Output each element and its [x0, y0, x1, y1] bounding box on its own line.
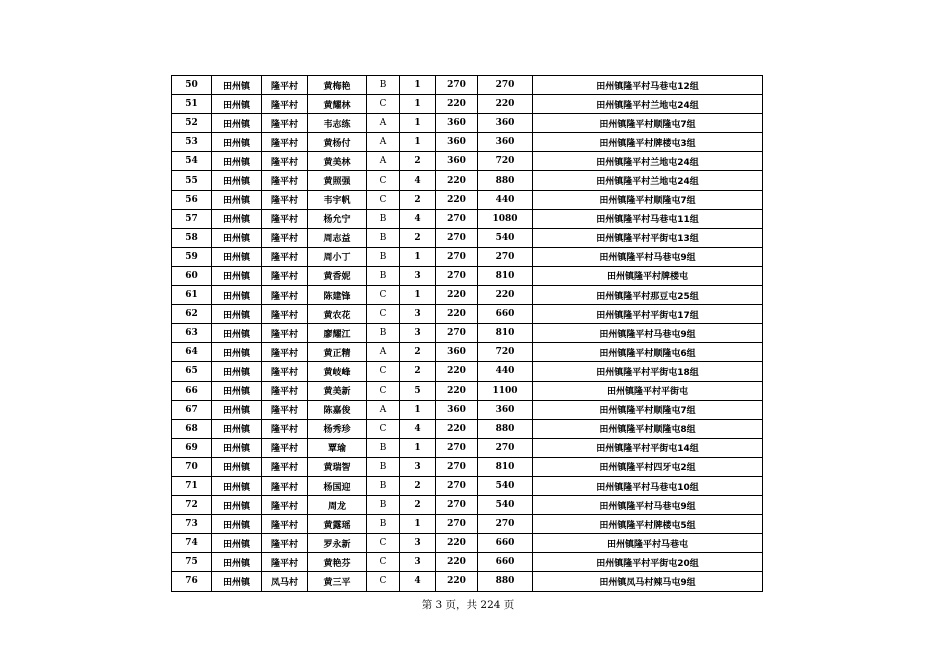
amount-cell: 360 — [478, 400, 533, 419]
amount-cell: 360 — [478, 114, 533, 133]
village-cell: 隆平村 — [262, 381, 308, 400]
table-row — [172, 266, 763, 285]
town-cell: 田州镇 — [212, 152, 262, 171]
standard-cell: 220 — [436, 381, 478, 400]
count-cell: 1 — [400, 515, 436, 534]
address-cell: 田州镇隆平村顺隆屯7组 — [533, 400, 763, 419]
table-row — [172, 553, 763, 572]
table-row — [172, 286, 763, 305]
name-cell: 黄耀林 — [308, 95, 367, 114]
standard-cell: 220 — [436, 171, 478, 190]
standard-cell: 360 — [436, 343, 478, 362]
count-cell: 1 — [400, 76, 436, 95]
amount-cell: 270 — [478, 76, 533, 95]
name-cell: 黄梅艳 — [308, 76, 367, 95]
address-cell: 田州镇隆平村马巷屯 — [533, 534, 763, 553]
name-cell: 黄正精 — [308, 343, 367, 362]
address-cell: 田州镇隆平村马巷屯12组 — [533, 76, 763, 95]
grade-cell: C — [367, 419, 400, 438]
row-number-cell: 71 — [172, 476, 212, 495]
name-cell: 杨允宁 — [308, 209, 367, 228]
name-cell: 陈嘉俊 — [308, 400, 367, 419]
grade-cell: B — [367, 438, 400, 457]
village-cell: 隆平村 — [262, 228, 308, 247]
grade-cell: C — [367, 553, 400, 572]
name-cell: 黄艳芬 — [308, 553, 367, 572]
town-cell: 田州镇 — [212, 515, 262, 534]
row-number-cell: 68 — [172, 419, 212, 438]
name-cell: 黄香妮 — [308, 266, 367, 285]
standard-cell: 220 — [436, 553, 478, 572]
table-row — [172, 95, 763, 114]
row-number-cell: 76 — [172, 572, 212, 591]
address-cell: 田州镇隆平村平街屯20组 — [533, 553, 763, 572]
village-cell: 隆平村 — [262, 266, 308, 285]
count-cell: 5 — [400, 381, 436, 400]
count-cell: 2 — [400, 152, 436, 171]
town-cell: 田州镇 — [212, 438, 262, 457]
town-cell: 田州镇 — [212, 114, 262, 133]
address-cell: 田州镇隆平村马巷屯11组 — [533, 209, 763, 228]
row-number-cell: 51 — [172, 95, 212, 114]
table-row — [172, 400, 763, 419]
address-cell: 田州镇隆平村马巷屯9组 — [533, 247, 763, 266]
page-footer: 第 3 页，共 224 页 — [421, 599, 515, 611]
table-row — [172, 228, 763, 247]
amount-cell: 720 — [478, 152, 533, 171]
name-cell: 黄露瑶 — [308, 515, 367, 534]
count-cell: 3 — [400, 534, 436, 553]
town-cell: 田州镇 — [212, 286, 262, 305]
town-cell: 田州镇 — [212, 534, 262, 553]
row-number-cell: 63 — [172, 324, 212, 343]
count-cell: 4 — [400, 171, 436, 190]
count-cell: 1 — [400, 400, 436, 419]
standard-cell: 270 — [436, 496, 478, 515]
village-cell: 隆平村 — [262, 476, 308, 495]
standard-cell: 220 — [436, 305, 478, 324]
address-cell: 田州镇隆平村平街屯18组 — [533, 362, 763, 381]
town-cell: 田州镇 — [212, 76, 262, 95]
amount-cell: 220 — [478, 95, 533, 114]
amount-cell: 810 — [478, 324, 533, 343]
grade-cell: B — [367, 496, 400, 515]
address-cell: 田州镇隆平村马巷屯10组 — [533, 476, 763, 495]
grade-cell: C — [367, 534, 400, 553]
amount-cell: 1100 — [478, 381, 533, 400]
name-cell: 黄照强 — [308, 171, 367, 190]
address-cell: 田州镇隆平村四牙屯2组 — [533, 457, 763, 476]
standard-cell: 220 — [436, 572, 478, 591]
grade-cell: A — [367, 133, 400, 152]
town-cell: 田州镇 — [212, 457, 262, 476]
grade-cell: A — [367, 343, 400, 362]
row-number-cell: 65 — [172, 362, 212, 381]
table-row — [172, 496, 763, 515]
village-cell: 隆平村 — [262, 190, 308, 209]
amount-cell: 660 — [478, 534, 533, 553]
town-cell: 田州镇 — [212, 419, 262, 438]
village-cell: 隆平村 — [262, 515, 308, 534]
amount-cell: 270 — [478, 438, 533, 457]
grade-cell: C — [367, 286, 400, 305]
standard-cell: 360 — [436, 133, 478, 152]
count-cell: 3 — [400, 457, 436, 476]
row-number-cell: 70 — [172, 457, 212, 476]
amount-cell: 810 — [478, 266, 533, 285]
count-cell: 3 — [400, 305, 436, 324]
table-row — [172, 457, 763, 476]
table-row — [172, 515, 763, 534]
count-cell: 2 — [400, 496, 436, 515]
standard-cell: 270 — [436, 515, 478, 534]
grade-cell: A — [367, 152, 400, 171]
name-cell: 周龙 — [308, 496, 367, 515]
grade-cell: C — [367, 572, 400, 591]
row-number-cell: 74 — [172, 534, 212, 553]
row-number-cell: 50 — [172, 76, 212, 95]
town-cell: 田州镇 — [212, 305, 262, 324]
village-cell: 隆平村 — [262, 438, 308, 457]
amount-cell: 540 — [478, 476, 533, 495]
grade-cell: B — [367, 76, 400, 95]
count-cell: 4 — [400, 572, 436, 591]
name-cell: 韦宇帆 — [308, 190, 367, 209]
standard-cell: 270 — [436, 266, 478, 285]
amount-cell: 1080 — [478, 209, 533, 228]
address-cell: 田州镇凤马村辣马屯9组 — [533, 572, 763, 591]
table-row — [172, 209, 763, 228]
name-cell: 黄三平 — [308, 572, 367, 591]
row-number-cell: 53 — [172, 133, 212, 152]
standard-cell: 360 — [436, 152, 478, 171]
village-cell: 隆平村 — [262, 305, 308, 324]
amount-cell: 880 — [478, 572, 533, 591]
table-row — [172, 114, 763, 133]
town-cell: 田州镇 — [212, 209, 262, 228]
name-cell: 黄美新 — [308, 381, 367, 400]
table-body — [172, 76, 763, 592]
town-cell: 田州镇 — [212, 400, 262, 419]
village-cell: 隆平村 — [262, 419, 308, 438]
town-cell: 田州镇 — [212, 171, 262, 190]
village-cell: 隆平村 — [262, 534, 308, 553]
table-row — [172, 362, 763, 381]
row-number-cell: 52 — [172, 114, 212, 133]
name-cell: 黄岐峰 — [308, 362, 367, 381]
count-cell: 2 — [400, 476, 436, 495]
amount-cell: 540 — [478, 228, 533, 247]
name-cell: 韦志练 — [308, 114, 367, 133]
town-cell: 田州镇 — [212, 133, 262, 152]
grade-cell: B — [367, 266, 400, 285]
name-cell: 周志益 — [308, 228, 367, 247]
row-number-cell: 66 — [172, 381, 212, 400]
standard-cell: 220 — [436, 534, 478, 553]
standard-cell: 270 — [436, 438, 478, 457]
village-cell: 隆平村 — [262, 362, 308, 381]
grade-cell: C — [367, 171, 400, 190]
village-cell: 隆平村 — [262, 553, 308, 572]
address-cell: 田州镇隆平村顺隆屯7组 — [533, 114, 763, 133]
row-number-cell: 56 — [172, 190, 212, 209]
amount-cell: 440 — [478, 362, 533, 381]
count-cell: 4 — [400, 209, 436, 228]
address-cell: 田州镇隆平村马巷屯9组 — [533, 496, 763, 515]
row-number-cell: 55 — [172, 171, 212, 190]
name-cell: 黄瑞智 — [308, 457, 367, 476]
amount-cell: 360 — [478, 133, 533, 152]
amount-cell: 440 — [478, 190, 533, 209]
amount-cell: 720 — [478, 343, 533, 362]
town-cell: 田州镇 — [212, 247, 262, 266]
table-row — [172, 324, 763, 343]
town-cell: 田州镇 — [212, 476, 262, 495]
table-row — [172, 419, 763, 438]
grade-cell: B — [367, 247, 400, 266]
address-cell: 田州镇隆平村平街屯 — [533, 381, 763, 400]
town-cell: 田州镇 — [212, 553, 262, 572]
count-cell: 2 — [400, 343, 436, 362]
amount-cell: 660 — [478, 553, 533, 572]
address-cell: 田州镇隆平村牌楼屯 — [533, 266, 763, 285]
address-cell: 田州镇隆平村平街屯17组 — [533, 305, 763, 324]
standard-cell: 270 — [436, 209, 478, 228]
address-cell: 田州镇隆平村平街屯14组 — [533, 438, 763, 457]
amount-cell: 220 — [478, 286, 533, 305]
row-number-cell: 62 — [172, 305, 212, 324]
standard-cell: 220 — [436, 419, 478, 438]
row-number-cell: 59 — [172, 247, 212, 266]
address-cell: 田州镇隆平村平街屯13组 — [533, 228, 763, 247]
town-cell: 田州镇 — [212, 343, 262, 362]
table-row — [172, 133, 763, 152]
row-number-cell: 58 — [172, 228, 212, 247]
row-number-cell: 57 — [172, 209, 212, 228]
town-cell: 田州镇 — [212, 95, 262, 114]
grade-cell: B — [367, 515, 400, 534]
town-cell: 田州镇 — [212, 381, 262, 400]
village-cell: 隆平村 — [262, 400, 308, 419]
standard-cell: 360 — [436, 114, 478, 133]
village-cell: 隆平村 — [262, 324, 308, 343]
village-cell: 隆平村 — [262, 247, 308, 266]
count-cell: 4 — [400, 419, 436, 438]
village-cell: 隆平村 — [262, 209, 308, 228]
count-cell: 1 — [400, 438, 436, 457]
grade-cell: B — [367, 324, 400, 343]
grade-cell: B — [367, 457, 400, 476]
count-cell: 2 — [400, 362, 436, 381]
name-cell: 覃瑜 — [308, 438, 367, 457]
village-cell: 隆平村 — [262, 76, 308, 95]
count-cell: 2 — [400, 228, 436, 247]
address-cell: 田州镇隆平村那豆屯25组 — [533, 286, 763, 305]
table-row — [172, 190, 763, 209]
count-cell: 3 — [400, 266, 436, 285]
address-cell: 田州镇隆平村牌楼屯5组 — [533, 515, 763, 534]
town-cell: 田州镇 — [212, 362, 262, 381]
table-row — [172, 76, 763, 95]
grade-cell: C — [367, 362, 400, 381]
village-cell: 隆平村 — [262, 343, 308, 362]
village-cell: 隆平村 — [262, 496, 308, 515]
row-number-cell: 75 — [172, 553, 212, 572]
name-cell: 杨秀珍 — [308, 419, 367, 438]
row-number-cell: 54 — [172, 152, 212, 171]
town-cell: 田州镇 — [212, 190, 262, 209]
address-cell: 田州镇隆平村兰地屯24组 — [533, 152, 763, 171]
town-cell: 田州镇 — [212, 324, 262, 343]
standard-cell: 360 — [436, 400, 478, 419]
address-cell: 田州镇隆平村兰地屯24组 — [533, 95, 763, 114]
name-cell: 廖耀江 — [308, 324, 367, 343]
standard-cell: 270 — [436, 476, 478, 495]
address-cell: 田州镇隆平村马巷屯9组 — [533, 324, 763, 343]
village-cell: 隆平村 — [262, 95, 308, 114]
count-cell: 1 — [400, 286, 436, 305]
standard-cell: 220 — [436, 95, 478, 114]
count-cell: 1 — [400, 247, 436, 266]
grade-cell: C — [367, 381, 400, 400]
grade-cell: B — [367, 228, 400, 247]
count-cell: 2 — [400, 190, 436, 209]
count-cell: 1 — [400, 95, 436, 114]
address-cell: 田州镇隆平村顺隆屯8组 — [533, 419, 763, 438]
name-cell: 杨国迎 — [308, 476, 367, 495]
name-cell: 罗永新 — [308, 534, 367, 553]
standard-cell: 220 — [436, 362, 478, 381]
count-cell: 3 — [400, 324, 436, 343]
table-row — [172, 171, 763, 190]
village-cell: 隆平村 — [262, 171, 308, 190]
grade-cell: C — [367, 190, 400, 209]
name-cell: 黄杨付 — [308, 133, 367, 152]
town-cell: 田州镇 — [212, 572, 262, 591]
amount-cell: 540 — [478, 496, 533, 515]
address-cell: 田州镇隆平村兰地屯24组 — [533, 171, 763, 190]
table-row — [172, 247, 763, 266]
village-cell: 隆平村 — [262, 286, 308, 305]
standard-cell: 220 — [436, 286, 478, 305]
count-cell: 1 — [400, 114, 436, 133]
row-number-cell: 60 — [172, 266, 212, 285]
row-number-cell: 64 — [172, 343, 212, 362]
town-cell: 田州镇 — [212, 496, 262, 515]
village-cell: 隆平村 — [262, 152, 308, 171]
row-number-cell: 72 — [172, 496, 212, 515]
table-row — [172, 534, 763, 553]
village-cell: 隆平村 — [262, 133, 308, 152]
amount-cell: 880 — [478, 171, 533, 190]
name-cell: 黄美林 — [308, 152, 367, 171]
table-row — [172, 305, 763, 324]
row-number-cell: 61 — [172, 286, 212, 305]
amount-cell: 270 — [478, 515, 533, 534]
town-cell: 田州镇 — [212, 266, 262, 285]
village-cell: 隆平村 — [262, 457, 308, 476]
name-cell: 黄农花 — [308, 305, 367, 324]
beneficiary-table — [171, 75, 763, 592]
standard-cell: 270 — [436, 247, 478, 266]
standard-cell: 270 — [436, 324, 478, 343]
grade-cell: C — [367, 305, 400, 324]
grade-cell: A — [367, 114, 400, 133]
address-cell: 田州镇隆平村顺隆屯7组 — [533, 190, 763, 209]
table-row — [172, 381, 763, 400]
table-row — [172, 152, 763, 171]
count-cell: 3 — [400, 553, 436, 572]
village-cell: 隆平村 — [262, 114, 308, 133]
amount-cell: 270 — [478, 247, 533, 266]
amount-cell: 880 — [478, 419, 533, 438]
table-row — [172, 343, 763, 362]
standard-cell: 220 — [436, 190, 478, 209]
table-row — [172, 438, 763, 457]
name-cell: 陈建锋 — [308, 286, 367, 305]
grade-cell: B — [367, 476, 400, 495]
address-cell: 田州镇隆平村牌楼屯3组 — [533, 133, 763, 152]
count-cell: 1 — [400, 133, 436, 152]
table-row — [172, 572, 763, 591]
grade-cell: C — [367, 95, 400, 114]
row-number-cell: 67 — [172, 400, 212, 419]
address-cell: 田州镇隆平村顺隆屯6组 — [533, 343, 763, 362]
town-cell: 田州镇 — [212, 228, 262, 247]
standard-cell: 270 — [436, 228, 478, 247]
grade-cell: B — [367, 209, 400, 228]
row-number-cell: 73 — [172, 515, 212, 534]
row-number-cell: 69 — [172, 438, 212, 457]
table-row — [172, 476, 763, 495]
amount-cell: 660 — [478, 305, 533, 324]
grade-cell: A — [367, 400, 400, 419]
village-cell: 凤马村 — [262, 572, 308, 591]
amount-cell: 810 — [478, 457, 533, 476]
standard-cell: 270 — [436, 76, 478, 95]
name-cell: 周小丁 — [308, 247, 367, 266]
standard-cell: 270 — [436, 457, 478, 476]
